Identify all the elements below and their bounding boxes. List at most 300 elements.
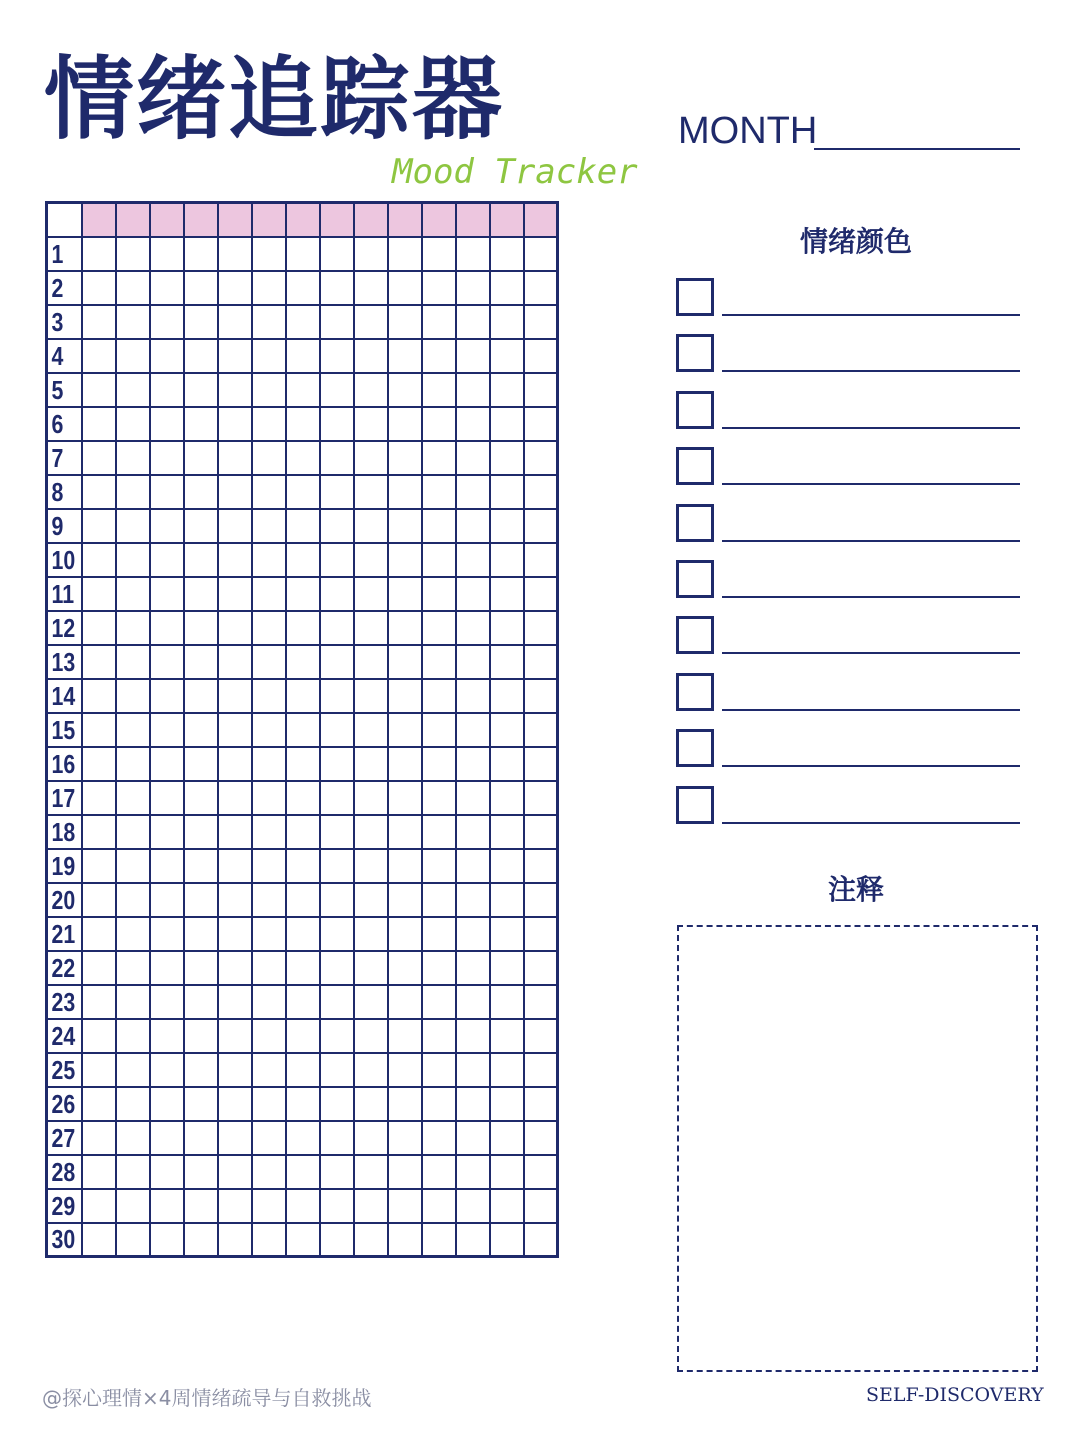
mood-cell[interactable] <box>388 1121 422 1155</box>
mood-cell[interactable] <box>320 985 354 1019</box>
mood-cell[interactable] <box>116 1087 150 1121</box>
mood-cell[interactable] <box>422 1121 456 1155</box>
mood-cell[interactable] <box>524 1189 558 1223</box>
mood-cell[interactable] <box>422 373 456 407</box>
mood-cell[interactable] <box>218 237 252 271</box>
mood-cell[interactable] <box>184 509 218 543</box>
mood-cell[interactable] <box>150 1087 184 1121</box>
legend-color-box[interactable] <box>676 786 714 824</box>
mood-cell[interactable] <box>320 543 354 577</box>
mood-cell[interactable] <box>422 339 456 373</box>
mood-cell[interactable] <box>252 237 286 271</box>
mood-cell[interactable] <box>184 1019 218 1053</box>
mood-cell[interactable] <box>490 305 524 339</box>
mood-cell[interactable] <box>252 1155 286 1189</box>
mood-cell[interactable] <box>286 475 320 509</box>
mood-cell[interactable] <box>150 339 184 373</box>
mood-cell[interactable] <box>524 815 558 849</box>
mood-column-header-cell[interactable] <box>116 203 150 237</box>
mood-cell[interactable] <box>456 1189 490 1223</box>
mood-column-header-cell[interactable] <box>388 203 422 237</box>
mood-cell[interactable] <box>150 917 184 951</box>
mood-cell[interactable] <box>218 1053 252 1087</box>
mood-cell[interactable] <box>82 305 116 339</box>
mood-cell[interactable] <box>354 1189 388 1223</box>
mood-cell[interactable] <box>422 1019 456 1053</box>
legend-color-box[interactable] <box>676 673 714 711</box>
mood-cell[interactable] <box>320 815 354 849</box>
mood-cell[interactable] <box>150 951 184 985</box>
mood-cell[interactable] <box>82 577 116 611</box>
mood-cell[interactable] <box>320 509 354 543</box>
mood-cell[interactable] <box>354 713 388 747</box>
mood-cell[interactable] <box>252 781 286 815</box>
mood-cell[interactable] <box>286 713 320 747</box>
mood-cell[interactable] <box>150 645 184 679</box>
mood-cell[interactable] <box>252 1019 286 1053</box>
mood-cell[interactable] <box>184 781 218 815</box>
mood-cell[interactable] <box>218 1155 252 1189</box>
mood-cell[interactable] <box>184 713 218 747</box>
mood-cell[interactable] <box>82 985 116 1019</box>
mood-cell[interactable] <box>286 441 320 475</box>
mood-cell[interactable] <box>524 781 558 815</box>
mood-cell[interactable] <box>218 407 252 441</box>
mood-cell[interactable] <box>490 883 524 917</box>
mood-cell[interactable] <box>388 1223 422 1257</box>
mood-cell[interactable] <box>218 1087 252 1121</box>
mood-cell[interactable] <box>82 713 116 747</box>
mood-cell[interactable] <box>422 475 456 509</box>
mood-cell[interactable] <box>456 237 490 271</box>
mood-cell[interactable] <box>320 713 354 747</box>
mood-cell[interactable] <box>184 1121 218 1155</box>
mood-cell[interactable] <box>524 611 558 645</box>
mood-cell[interactable] <box>218 747 252 781</box>
legend-label-line[interactable] <box>722 652 1020 654</box>
mood-cell[interactable] <box>82 1155 116 1189</box>
mood-cell[interactable] <box>422 781 456 815</box>
mood-cell[interactable] <box>82 1189 116 1223</box>
mood-cell[interactable] <box>286 1155 320 1189</box>
mood-cell[interactable] <box>422 1087 456 1121</box>
mood-cell[interactable] <box>252 1121 286 1155</box>
mood-cell[interactable] <box>490 747 524 781</box>
mood-cell[interactable] <box>354 1121 388 1155</box>
mood-cell[interactable] <box>116 611 150 645</box>
mood-cell[interactable] <box>456 441 490 475</box>
mood-cell[interactable] <box>456 475 490 509</box>
mood-cell[interactable] <box>354 237 388 271</box>
mood-cell[interactable] <box>218 1121 252 1155</box>
mood-cell[interactable] <box>252 271 286 305</box>
mood-cell[interactable] <box>150 815 184 849</box>
mood-cell[interactable] <box>82 849 116 883</box>
mood-cell[interactable] <box>286 611 320 645</box>
mood-cell[interactable] <box>116 441 150 475</box>
mood-cell[interactable] <box>388 679 422 713</box>
mood-cell[interactable] <box>184 1223 218 1257</box>
mood-cell[interactable] <box>150 1053 184 1087</box>
mood-cell[interactable] <box>286 305 320 339</box>
mood-cell[interactable] <box>524 1223 558 1257</box>
mood-cell[interactable] <box>218 883 252 917</box>
mood-cell[interactable] <box>354 373 388 407</box>
mood-cell[interactable] <box>116 883 150 917</box>
mood-cell[interactable] <box>82 543 116 577</box>
mood-cell[interactable] <box>490 339 524 373</box>
mood-cell[interactable] <box>252 1223 286 1257</box>
mood-cell[interactable] <box>286 679 320 713</box>
mood-cell[interactable] <box>422 1053 456 1087</box>
mood-cell[interactable] <box>150 781 184 815</box>
mood-column-header-cell[interactable] <box>252 203 286 237</box>
mood-cell[interactable] <box>82 1053 116 1087</box>
mood-cell[interactable] <box>116 1223 150 1257</box>
mood-cell[interactable] <box>490 951 524 985</box>
mood-cell[interactable] <box>286 577 320 611</box>
mood-cell[interactable] <box>524 985 558 1019</box>
mood-cell[interactable] <box>252 305 286 339</box>
mood-cell[interactable] <box>116 1155 150 1189</box>
legend-label-line[interactable] <box>722 370 1020 372</box>
mood-cell[interactable] <box>354 611 388 645</box>
mood-cell[interactable] <box>320 1155 354 1189</box>
mood-cell[interactable] <box>320 679 354 713</box>
mood-cell[interactable] <box>490 1121 524 1155</box>
mood-cell[interactable] <box>184 237 218 271</box>
mood-cell[interactable] <box>116 713 150 747</box>
mood-cell[interactable] <box>218 305 252 339</box>
mood-cell[interactable] <box>388 1053 422 1087</box>
mood-cell[interactable] <box>116 985 150 1019</box>
mood-cell[interactable] <box>456 373 490 407</box>
mood-cell[interactable] <box>354 645 388 679</box>
mood-cell[interactable] <box>388 373 422 407</box>
mood-cell[interactable] <box>388 441 422 475</box>
mood-cell[interactable] <box>286 781 320 815</box>
mood-cell[interactable] <box>218 713 252 747</box>
mood-cell[interactable] <box>286 951 320 985</box>
mood-cell[interactable] <box>354 849 388 883</box>
mood-cell[interactable] <box>252 475 286 509</box>
mood-cell[interactable] <box>422 509 456 543</box>
mood-cell[interactable] <box>184 475 218 509</box>
mood-cell[interactable] <box>354 917 388 951</box>
mood-cell[interactable] <box>490 441 524 475</box>
mood-cell[interactable] <box>354 985 388 1019</box>
mood-cell[interactable] <box>116 1053 150 1087</box>
mood-cell[interactable] <box>116 577 150 611</box>
mood-cell[interactable] <box>116 1189 150 1223</box>
mood-cell[interactable] <box>320 475 354 509</box>
mood-cell[interactable] <box>82 441 116 475</box>
mood-cell[interactable] <box>82 373 116 407</box>
mood-cell[interactable] <box>184 1189 218 1223</box>
mood-cell[interactable] <box>388 883 422 917</box>
mood-cell[interactable] <box>184 1155 218 1189</box>
legend-label-line[interactable] <box>722 540 1020 542</box>
mood-cell[interactable] <box>388 1087 422 1121</box>
mood-cell[interactable] <box>286 509 320 543</box>
mood-cell[interactable] <box>184 917 218 951</box>
mood-cell[interactable] <box>82 271 116 305</box>
mood-cell[interactable] <box>456 1019 490 1053</box>
mood-cell[interactable] <box>354 883 388 917</box>
mood-cell[interactable] <box>388 237 422 271</box>
mood-cell[interactable] <box>524 1087 558 1121</box>
mood-column-header-cell[interactable] <box>82 203 116 237</box>
mood-cell[interactable] <box>252 373 286 407</box>
mood-cell[interactable] <box>184 815 218 849</box>
mood-cell[interactable] <box>524 883 558 917</box>
mood-cell[interactable] <box>320 441 354 475</box>
mood-cell[interactable] <box>150 543 184 577</box>
mood-cell[interactable] <box>490 271 524 305</box>
mood-cell[interactable] <box>422 883 456 917</box>
mood-cell[interactable] <box>320 747 354 781</box>
mood-cell[interactable] <box>184 339 218 373</box>
mood-cell[interactable] <box>422 611 456 645</box>
legend-label-line[interactable] <box>722 709 1020 711</box>
mood-cell[interactable] <box>218 339 252 373</box>
mood-cell[interactable] <box>422 815 456 849</box>
mood-cell[interactable] <box>422 679 456 713</box>
legend-color-box[interactable] <box>676 560 714 598</box>
mood-column-header-cell[interactable] <box>456 203 490 237</box>
mood-cell[interactable] <box>116 407 150 441</box>
mood-cell[interactable] <box>320 645 354 679</box>
mood-cell[interactable] <box>150 1019 184 1053</box>
mood-cell[interactable] <box>320 781 354 815</box>
mood-cell[interactable] <box>286 237 320 271</box>
mood-cell[interactable] <box>150 1189 184 1223</box>
mood-cell[interactable] <box>218 645 252 679</box>
mood-cell[interactable] <box>456 305 490 339</box>
mood-cell[interactable] <box>116 1019 150 1053</box>
mood-cell[interactable] <box>422 849 456 883</box>
mood-cell[interactable] <box>82 1223 116 1257</box>
mood-cell[interactable] <box>150 1155 184 1189</box>
mood-cell[interactable] <box>286 1053 320 1087</box>
mood-cell[interactable] <box>354 1223 388 1257</box>
mood-cell[interactable] <box>456 1121 490 1155</box>
mood-cell[interactable] <box>286 1223 320 1257</box>
mood-cell[interactable] <box>422 713 456 747</box>
mood-cell[interactable] <box>524 951 558 985</box>
mood-cell[interactable] <box>456 985 490 1019</box>
mood-cell[interactable] <box>422 1155 456 1189</box>
mood-cell[interactable] <box>218 951 252 985</box>
mood-cell[interactable] <box>388 849 422 883</box>
mood-cell[interactable] <box>286 815 320 849</box>
mood-cell[interactable] <box>490 543 524 577</box>
legend-color-box[interactable] <box>676 278 714 316</box>
mood-cell[interactable] <box>456 883 490 917</box>
mood-cell[interactable] <box>82 883 116 917</box>
mood-cell[interactable] <box>286 849 320 883</box>
mood-cell[interactable] <box>354 475 388 509</box>
mood-cell[interactable] <box>354 781 388 815</box>
mood-cell[interactable] <box>456 339 490 373</box>
mood-cell[interactable] <box>422 271 456 305</box>
mood-cell[interactable] <box>422 1223 456 1257</box>
mood-cell[interactable] <box>456 917 490 951</box>
mood-cell[interactable] <box>490 1155 524 1189</box>
mood-cell[interactable] <box>490 1053 524 1087</box>
mood-cell[interactable] <box>184 1087 218 1121</box>
mood-cell[interactable] <box>252 543 286 577</box>
mood-cell[interactable] <box>422 441 456 475</box>
mood-cell[interactable] <box>116 1121 150 1155</box>
mood-cell[interactable] <box>388 475 422 509</box>
mood-cell[interactable] <box>184 747 218 781</box>
mood-cell[interactable] <box>524 543 558 577</box>
mood-cell[interactable] <box>150 305 184 339</box>
mood-cell[interactable] <box>354 577 388 611</box>
mood-cell[interactable] <box>286 985 320 1019</box>
mood-cell[interactable] <box>524 645 558 679</box>
mood-cell[interactable] <box>218 1189 252 1223</box>
mood-cell[interactable] <box>456 1053 490 1087</box>
mood-cell[interactable] <box>150 679 184 713</box>
mood-column-header-cell[interactable] <box>150 203 184 237</box>
mood-cell[interactable] <box>82 781 116 815</box>
mood-cell[interactable] <box>286 883 320 917</box>
mood-cell[interactable] <box>490 917 524 951</box>
mood-cell[interactable] <box>252 883 286 917</box>
mood-cell[interactable] <box>184 271 218 305</box>
legend-color-box[interactable] <box>676 334 714 372</box>
mood-cell[interactable] <box>184 645 218 679</box>
mood-cell[interactable] <box>320 1189 354 1223</box>
mood-cell[interactable] <box>524 441 558 475</box>
mood-cell[interactable] <box>388 339 422 373</box>
mood-cell[interactable] <box>490 815 524 849</box>
mood-cell[interactable] <box>524 373 558 407</box>
mood-cell[interactable] <box>286 543 320 577</box>
mood-cell[interactable] <box>286 373 320 407</box>
legend-color-box[interactable] <box>676 504 714 542</box>
mood-cell[interactable] <box>184 407 218 441</box>
mood-cell[interactable] <box>456 543 490 577</box>
mood-cell[interactable] <box>82 917 116 951</box>
mood-cell[interactable] <box>388 985 422 1019</box>
mood-cell[interactable] <box>320 883 354 917</box>
mood-cell[interactable] <box>456 747 490 781</box>
mood-cell[interactable] <box>490 611 524 645</box>
mood-cell[interactable] <box>354 747 388 781</box>
mood-cell[interactable] <box>456 951 490 985</box>
legend-label-line[interactable] <box>722 314 1020 316</box>
mood-cell[interactable] <box>524 407 558 441</box>
mood-cell[interactable] <box>184 883 218 917</box>
mood-cell[interactable] <box>490 849 524 883</box>
mood-column-header-cell[interactable] <box>354 203 388 237</box>
mood-cell[interactable] <box>490 577 524 611</box>
mood-cell[interactable] <box>320 339 354 373</box>
mood-cell[interactable] <box>82 645 116 679</box>
mood-cell[interactable] <box>422 747 456 781</box>
mood-cell[interactable] <box>320 237 354 271</box>
mood-column-header-cell[interactable] <box>320 203 354 237</box>
mood-cell[interactable] <box>388 951 422 985</box>
mood-cell[interactable] <box>524 1155 558 1189</box>
mood-column-header-cell[interactable] <box>218 203 252 237</box>
mood-cell[interactable] <box>150 271 184 305</box>
mood-cell[interactable] <box>116 781 150 815</box>
mood-cell[interactable] <box>150 883 184 917</box>
mood-cell[interactable] <box>388 407 422 441</box>
mood-cell[interactable] <box>490 713 524 747</box>
mood-cell[interactable] <box>456 271 490 305</box>
legend-color-box[interactable] <box>676 729 714 767</box>
mood-cell[interactable] <box>252 509 286 543</box>
mood-cell[interactable] <box>456 509 490 543</box>
mood-cell[interactable] <box>150 611 184 645</box>
mood-cell[interactable] <box>422 407 456 441</box>
mood-cell[interactable] <box>422 917 456 951</box>
mood-cell[interactable] <box>150 1121 184 1155</box>
mood-cell[interactable] <box>218 611 252 645</box>
mood-cell[interactable] <box>456 679 490 713</box>
mood-cell[interactable] <box>252 407 286 441</box>
mood-cell[interactable] <box>82 951 116 985</box>
mood-cell[interactable] <box>456 1087 490 1121</box>
mood-cell[interactable] <box>320 373 354 407</box>
mood-cell[interactable] <box>524 1053 558 1087</box>
mood-cell[interactable] <box>456 849 490 883</box>
mood-cell[interactable] <box>422 577 456 611</box>
mood-cell[interactable] <box>388 713 422 747</box>
mood-cell[interactable] <box>286 271 320 305</box>
mood-cell[interactable] <box>490 237 524 271</box>
mood-cell[interactable] <box>320 1053 354 1087</box>
mood-cell[interactable] <box>524 713 558 747</box>
mood-cell[interactable] <box>252 1087 286 1121</box>
legend-color-box[interactable] <box>676 447 714 485</box>
mood-cell[interactable] <box>354 1019 388 1053</box>
mood-cell[interactable] <box>524 849 558 883</box>
mood-cell[interactable] <box>524 577 558 611</box>
mood-cell[interactable] <box>150 475 184 509</box>
legend-color-box[interactable] <box>676 616 714 654</box>
mood-cell[interactable] <box>490 1019 524 1053</box>
mood-cell[interactable] <box>218 985 252 1019</box>
mood-cell[interactable] <box>218 1019 252 1053</box>
mood-cell[interactable] <box>456 577 490 611</box>
mood-cell[interactable] <box>354 1053 388 1087</box>
mood-cell[interactable] <box>116 373 150 407</box>
mood-cell[interactable] <box>456 611 490 645</box>
mood-cell[interactable] <box>524 475 558 509</box>
mood-cell[interactable] <box>354 339 388 373</box>
mood-cell[interactable] <box>286 917 320 951</box>
legend-label-line[interactable] <box>722 596 1020 598</box>
mood-cell[interactable] <box>388 1019 422 1053</box>
mood-cell[interactable] <box>82 509 116 543</box>
mood-cell[interactable] <box>422 645 456 679</box>
mood-cell[interactable] <box>490 509 524 543</box>
mood-cell[interactable] <box>218 509 252 543</box>
mood-cell[interactable] <box>218 849 252 883</box>
mood-cell[interactable] <box>388 271 422 305</box>
mood-cell[interactable] <box>116 645 150 679</box>
mood-cell[interactable] <box>320 1087 354 1121</box>
mood-cell[interactable] <box>218 815 252 849</box>
mood-cell[interactable] <box>82 1121 116 1155</box>
mood-cell[interactable] <box>82 1019 116 1053</box>
